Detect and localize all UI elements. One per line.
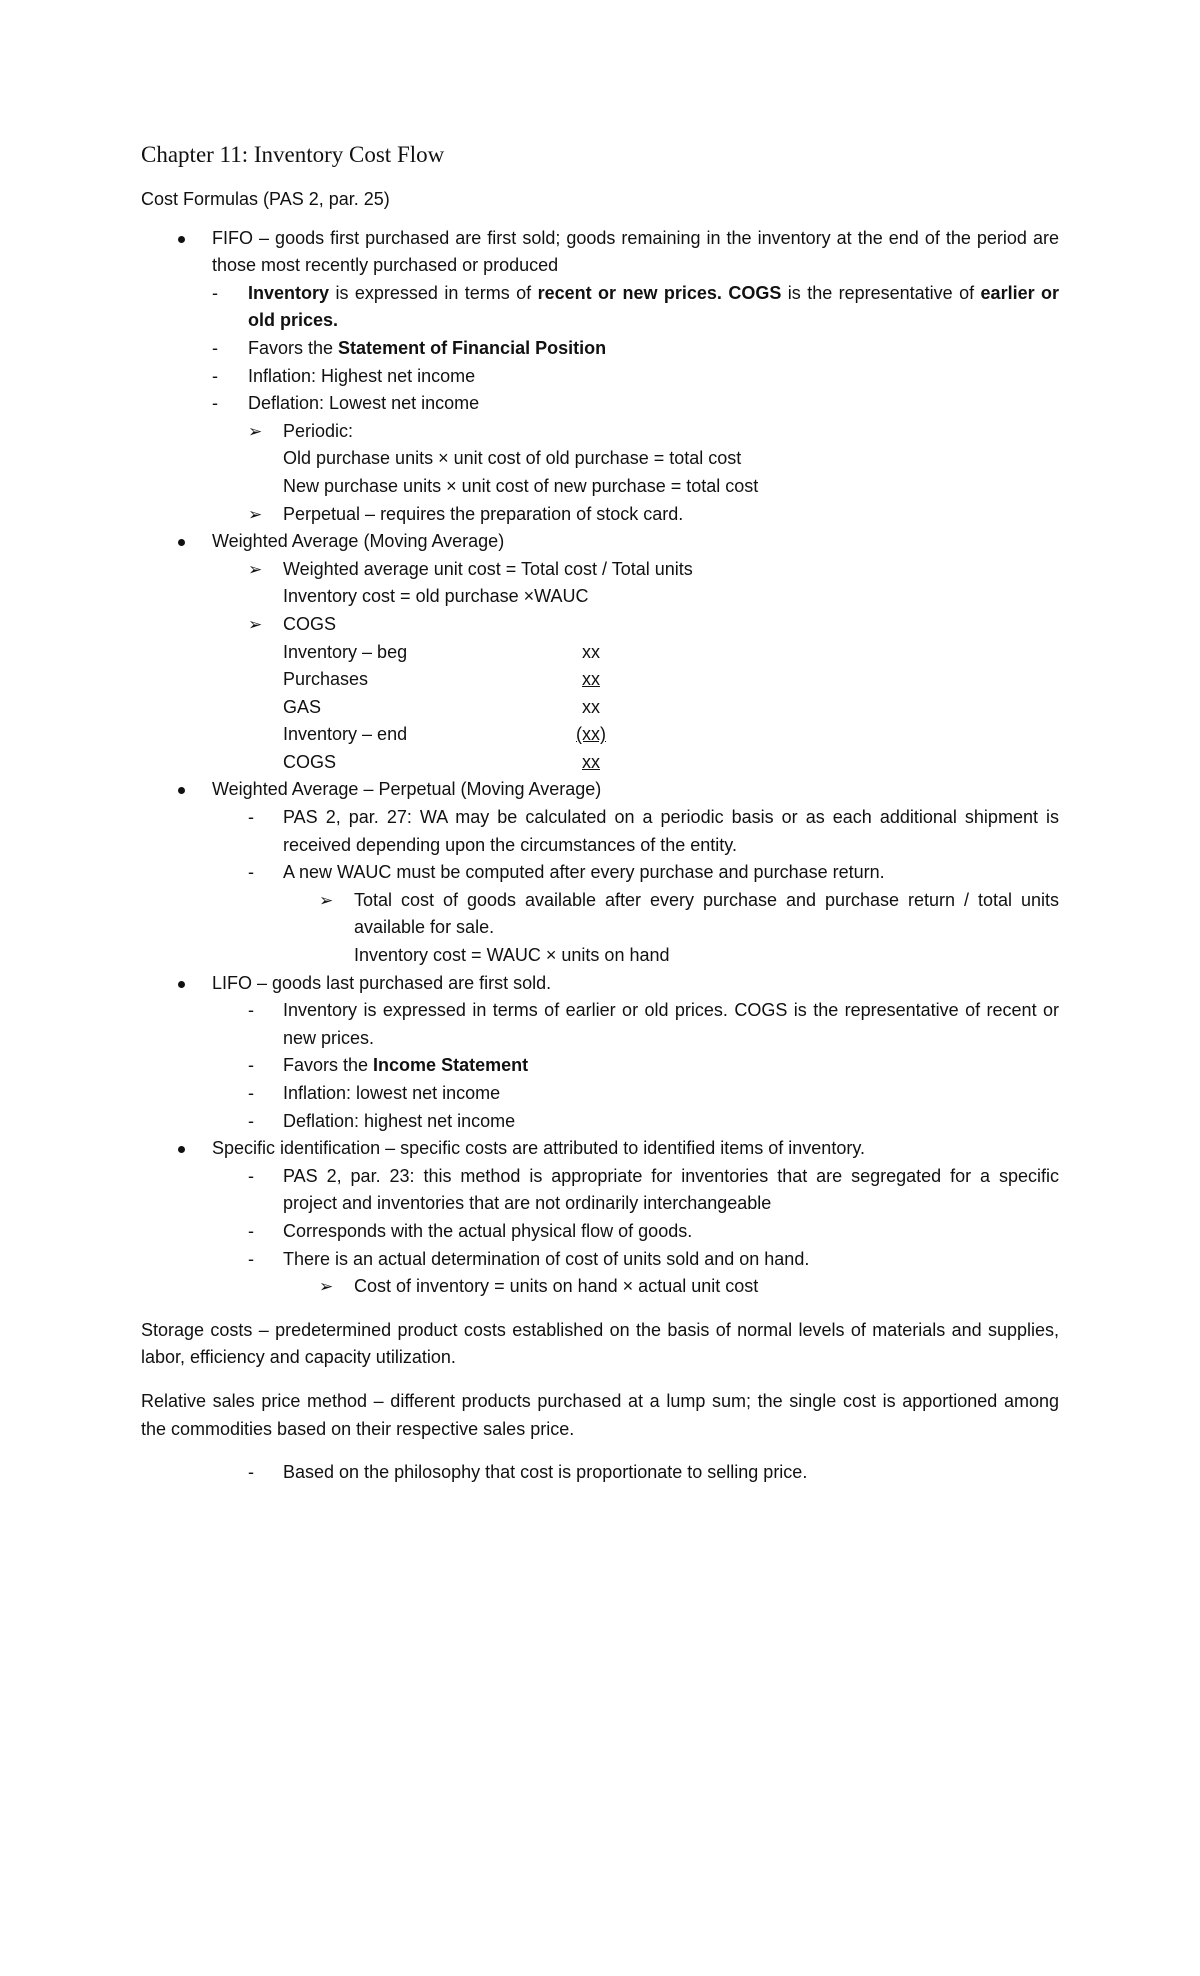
section-subtitle: Cost Formulas (PAS 2, par. 25) [141,189,390,209]
fifo-periodic-line-2: New purchase units × unit cost of new purchase = total cost [283,475,759,496]
table-label: Inventory – end [283,724,408,745]
bullet-icon [178,539,185,546]
dash-icon: - [248,807,254,828]
lifo-dash-3 [141,1080,1059,1108]
relative-dash-1 [141,1459,1059,1487]
table-label: Inventory – beg [283,641,408,662]
wap-wauc-note: A new WAUC must be computed after every purchase and purchase return. [283,862,885,883]
fifo-inflation: Inflation: Highest net income [248,365,476,386]
table-label: Purchases [283,669,369,690]
specific-pas-note: PAS 2, par. 23: this method is appropriate for inventories that are segregated for a specific project and inventories that are not ordinarily interchangeable [283,1165,1059,1214]
wap-dash-2 [141,859,1059,887]
arrow-bullet-icon: ➢ [248,614,263,634]
specific-physical-flow: Corresponds with the actual physical flow of goods. [283,1220,693,1241]
dash-icon: - [248,1000,254,1021]
bullet-fifo [141,225,1059,280]
fifo-dash-1 [141,280,1059,335]
wa-heading: Weighted Average (Moving Average) [212,531,505,552]
arrow-bullet-icon: ➢ [248,559,263,579]
lifo-inflation: Inflation: lowest net income [283,1083,501,1103]
bullet-weighted-average [141,528,1059,556]
bullet-icon [178,236,185,243]
fifo-periodic-line-1: Old purchase units × unit cost of old purchase = total cost [283,448,742,469]
dash-icon: - [212,282,218,303]
wa-arrow-1 [141,556,1059,584]
storage-costs-paragraph: Storage costs – predetermined product costs established on the basis of normal levels of materials and supplies, labor, efficiency and capacity utilization. [141,1319,1059,1368]
specific-dash-3 [141,1246,1059,1274]
fifo-arrow-perpetual [141,501,1059,529]
specific-determination: There is an actual determination of cost of units sold and on hand. [283,1248,810,1269]
table-row [141,639,1059,667]
fifo-old-bold: earlier or old prices. [248,282,1060,331]
dash-icon: - [212,365,218,386]
table-row [141,721,1059,749]
dash-icon: - [248,1055,254,1076]
specific-arrow-1 [141,1273,1059,1301]
lifo-text: Favors the [283,1055,374,1076]
table-value: xx [582,696,600,717]
wa-cogs: COGS [283,613,337,634]
page-title: Chapter 11: Inventory Cost Flow [141,142,445,167]
arrow-bullet-icon: ➢ [319,890,334,910]
fifo-text: is expressed in terms of [329,282,538,303]
dash-icon: - [212,393,218,414]
arrow-bullet-icon: ➢ [248,421,263,441]
wap-formula: Total cost of goods available after every purchase and purchase return / total units available for sale. [354,889,1059,938]
fifo-dash-3 [141,363,1059,391]
specific-formula: Cost of inventory = units on hand × actual unit cost [354,1276,759,1297]
lifo-dash-2 [141,1052,1059,1080]
table-label: COGS [283,751,337,772]
wa-inventory-cost: Inventory cost = old purchase ×WAUC [283,586,589,607]
lifo-dash-1 [141,997,1059,1052]
cogs-table [141,639,1059,777]
dash-icon: - [248,1220,254,1241]
bullet-icon [178,1146,185,1153]
wap-arrow-1 [141,887,1059,942]
specific-dash-1 [141,1163,1059,1218]
dash-icon: - [248,1165,254,1186]
fifo-periodic: Periodic: [283,420,354,441]
fifo-dash-4 [141,390,1059,418]
dash-icon: - [248,1110,254,1131]
bullet-lifo [141,970,1059,998]
wa-arrow-cogs [141,611,1059,639]
arrow-bullet-icon: ➢ [248,504,263,524]
wap-heading: Weighted Average – Perpetual (Moving Average) [212,779,602,800]
lifo-inventory-note: Inventory is expressed in terms of earlier or old prices. COGS is the representative of recent or new prices. [283,1000,1059,1048]
fifo-text: is the representative of [781,282,981,303]
dash-icon: - [248,1248,254,1269]
fifo-text: Favors the [248,337,339,358]
table-value: xx [582,669,600,690]
wap-dash-1 [141,804,1059,859]
specific-dash-2 [141,1218,1059,1246]
dash-icon: - [248,862,254,883]
arrow-bullet-icon: ➢ [319,1277,334,1297]
lifo-dash-4 [141,1108,1059,1136]
lifo-deflation: Deflation: highest net income [283,1110,516,1131]
table-value: xx [582,751,600,772]
bullet-icon [178,981,185,988]
lifo-heading: LIFO – goods last purchased are first sold. [212,972,552,993]
fifo-deflation: Deflation: Lowest net income [248,393,480,414]
dash-icon: - [248,1462,254,1483]
lifo-income-statement-bold: Income Statement [373,1055,529,1076]
wap-inventory-cost: Inventory cost = WAUC × units on hand [354,945,670,966]
specific-heading: Specific identification – specific costs are attributed to identified items of inventory. [212,1138,865,1159]
bullet-weighted-average-perpetual [141,776,1059,804]
table-row [141,749,1059,777]
fifo-recent-bold: recent or new prices. COGS [537,282,782,303]
table-value: (xx) [576,724,606,745]
fifo-arrow-periodic [141,418,1059,446]
fifo-perpetual: Perpetual – requires the preparation of stock card. [283,503,684,524]
wa-formula: Weighted average unit cost = Total cost / Total units [283,558,693,579]
relative-philosophy: Based on the philosophy that cost is proportionate to selling price. [283,1462,808,1483]
table-row [141,694,1059,722]
wap-pas-note: PAS 2, par. 27: WA may be calculated on a periodic basis or as each additional shipment is received depending upon the circumstances of the entity. [283,807,1059,855]
table-label: GAS [283,696,322,717]
table-row [141,666,1059,694]
fifo-heading: FIFO – goods first purchased are first sold; goods remaining in the inventory at the end of the period are those most recently purchased or produced [212,227,1059,276]
bullet-specific-identification [141,1135,1059,1163]
table-value: xx [582,641,600,662]
fifo-dash-2 [141,335,1059,363]
relative-sales-price-paragraph: Relative sales price method – different products purchased at a lump sum; the single cost is apportioned among the commodities based on their respective sales price. [141,1390,1059,1439]
document-page [141,140,1059,1487]
dash-icon: - [212,337,218,358]
dash-icon: - [248,1083,254,1103]
bullet-icon [178,787,185,794]
fifo-inventory-bold: Inventory [248,282,330,303]
fifo-sfp-bold: Statement of Financial Position [338,337,607,358]
